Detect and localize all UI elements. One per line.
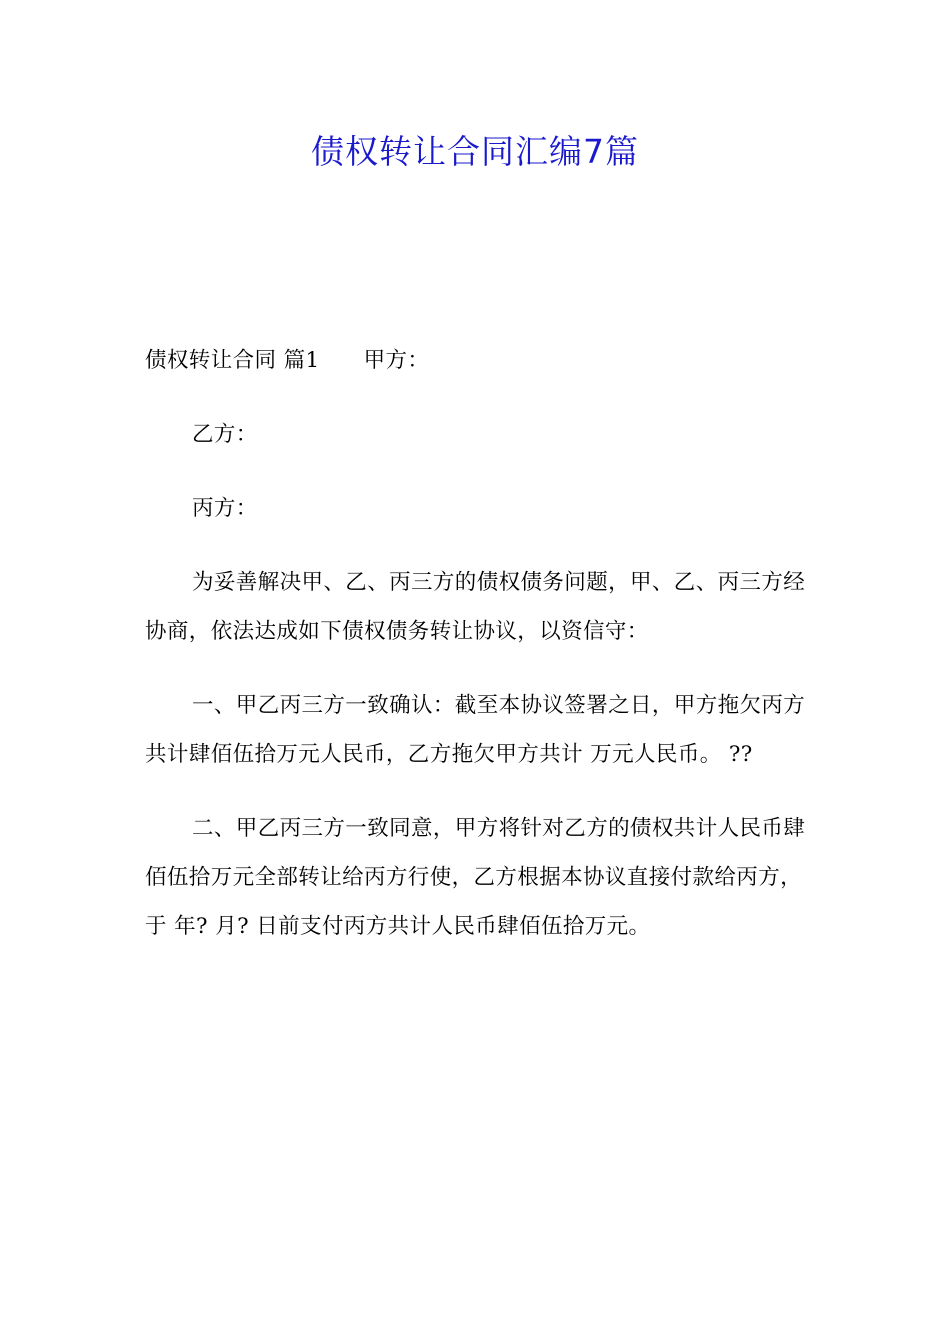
paragraph-clause-2: 二、甲乙丙三方一致同意，甲方将针对乙方的债权共计人民币肆佰伍拾万元全部转让给丙方行使，乙方根据本协议直接付款给丙方，于 年? 月? 日前支付丙方共计人民币肆佰伍拾万元。 (145, 816, 806, 939)
document-body (145, 336, 810, 976)
party-c-label: 丙方： (192, 496, 258, 521)
paragraph-clause-1: 一、甲乙丙三方一致确认：截至本协议签署之日，甲方拖欠丙方共计肆佰伍拾万元人民币，乙方拖欠甲方共计 万元人民币。 ?? (145, 693, 806, 767)
party-b-label: 乙方： (192, 422, 258, 447)
document-title: 债权转让合同汇编7篇 (311, 132, 639, 171)
party-a-label: 甲方： (363, 348, 430, 373)
section-heading-line (145, 336, 810, 385)
paragraph-intro: 为妥善解决甲、乙、丙三方的债权债务问题，甲、乙、丙三方经协商，依法达成如下债权债务转让协议，以资信守： (145, 570, 806, 644)
section-heading: 债权转让合同 篇1 (145, 348, 320, 373)
